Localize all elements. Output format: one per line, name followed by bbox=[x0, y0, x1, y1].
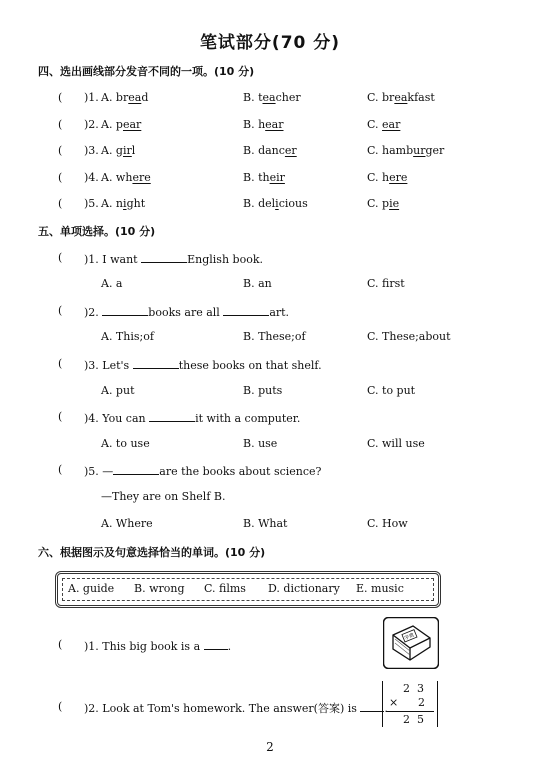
answer-paren: ( bbox=[58, 304, 63, 317]
word-bank-item: C. films bbox=[204, 582, 246, 595]
calc-result: 2 5 bbox=[403, 713, 424, 726]
option-a: A. a bbox=[101, 277, 123, 290]
underlined-letters: ea bbox=[128, 91, 142, 104]
option-a: A. to use bbox=[101, 437, 150, 450]
option-c bbox=[367, 144, 444, 157]
word-part: A. br bbox=[101, 91, 129, 104]
question-5-5: )5. — are the books about science? bbox=[84, 465, 322, 478]
word-part: ger bbox=[425, 144, 445, 157]
answer-paren: ( bbox=[58, 638, 63, 651]
option-c: C. to put bbox=[367, 384, 416, 397]
word-bank-item: B. wrong bbox=[134, 582, 185, 595]
word-part: C. h bbox=[367, 171, 390, 184]
answer-paren: ( bbox=[58, 251, 63, 264]
page-title: 笔试部分(70 分) bbox=[199, 33, 341, 53]
option-a: A. This;of bbox=[101, 330, 154, 343]
answer-paren: ( bbox=[58, 118, 63, 131]
word-part: A. g bbox=[101, 144, 123, 157]
answer-paren: ( bbox=[58, 700, 63, 713]
option-b: B. These;of bbox=[243, 330, 306, 343]
option-b bbox=[243, 197, 308, 210]
multiplication-picture bbox=[382, 681, 438, 727]
option-a: A. Where bbox=[101, 517, 153, 530]
option-c bbox=[367, 91, 435, 104]
answer-paren: ( bbox=[58, 410, 63, 423]
question-5-3: )3. Let's these books on that shelf. bbox=[84, 359, 322, 372]
option-a bbox=[101, 91, 148, 104]
question-6-2: )2. Look at Tom's homework. The answer(答案) is . bbox=[84, 702, 388, 715]
underlined-letters: i bbox=[275, 197, 279, 210]
option-a: A. put bbox=[101, 384, 135, 397]
question-5-5-reply: —They are on Shelf B. bbox=[101, 490, 226, 503]
option-a bbox=[101, 171, 151, 184]
underlined-letters: ear bbox=[265, 118, 284, 131]
word-part: B. danc bbox=[243, 144, 285, 157]
question-4-num: )5. bbox=[84, 197, 99, 210]
answer-paren: ( bbox=[58, 463, 63, 476]
underlined-letters: ear bbox=[382, 118, 401, 131]
answer-paren: ( bbox=[58, 357, 63, 370]
question-5-4: )4. You can it with a computer. bbox=[84, 412, 301, 425]
option-b bbox=[243, 144, 297, 157]
option-a bbox=[101, 118, 141, 131]
word-part: C. br bbox=[367, 91, 395, 104]
word-part: C. hamb bbox=[367, 144, 414, 157]
option-c bbox=[367, 118, 400, 131]
dictionary-book-picture bbox=[383, 617, 439, 669]
word-part: C. p bbox=[367, 197, 390, 210]
calc-mid: 2 bbox=[418, 696, 425, 709]
word-part: B. th bbox=[243, 171, 270, 184]
section-4-heading: 四、选出画线部分发音不同的一项。(10 分) bbox=[38, 65, 255, 78]
word-part: ght bbox=[126, 197, 146, 210]
option-b bbox=[243, 91, 301, 104]
question-4-num: )4. bbox=[84, 171, 99, 184]
answer-paren: ( bbox=[58, 197, 63, 210]
underlined-letters: ere bbox=[132, 171, 151, 184]
option-c: C. These;about bbox=[367, 330, 451, 343]
word-part: d bbox=[141, 91, 149, 104]
underlined-letters: er bbox=[284, 144, 297, 157]
option-c: C. How bbox=[367, 517, 408, 530]
option-b: B. puts bbox=[243, 384, 283, 397]
question-5-1: )1. I want English book. bbox=[84, 253, 263, 266]
section-5-heading: 五、单项选择。(10 分) bbox=[38, 225, 156, 238]
option-c bbox=[367, 171, 407, 184]
underlined-letters: ear bbox=[122, 118, 142, 131]
underlined-letters: ir bbox=[122, 144, 132, 157]
word-part: kfast bbox=[407, 91, 435, 104]
option-b: B. use bbox=[243, 437, 278, 450]
book-label: 字典 bbox=[403, 632, 416, 642]
answer-paren: ( bbox=[58, 91, 63, 104]
word-bank-item: E. music bbox=[356, 582, 404, 595]
word-part: cious bbox=[278, 197, 308, 210]
underlined-letters: ea bbox=[394, 91, 408, 104]
question-6-1: )1. This big book is a . bbox=[84, 640, 232, 653]
option-c bbox=[367, 197, 399, 210]
option-a bbox=[101, 144, 135, 157]
word-part: B. h bbox=[243, 118, 266, 131]
option-c: C. first bbox=[367, 277, 405, 290]
option-b: B. an bbox=[243, 277, 272, 290]
word-part: A. n bbox=[101, 197, 124, 210]
word-part: A. p bbox=[101, 118, 123, 131]
option-a bbox=[101, 197, 145, 210]
underlined-letters: ie bbox=[389, 197, 400, 210]
underlined-letters: i bbox=[123, 197, 127, 210]
word-part: C. bbox=[367, 118, 383, 131]
underlined-letters: ur bbox=[413, 144, 426, 157]
question-5-2: )2. books are all art. bbox=[84, 306, 290, 319]
underlined-letters: ea bbox=[262, 91, 276, 104]
option-c: C. will use bbox=[367, 437, 425, 450]
underlined-letters: eir bbox=[269, 171, 285, 184]
answer-paren: ( bbox=[58, 144, 63, 157]
word-part: B. del bbox=[243, 197, 276, 210]
word-part: B. t bbox=[243, 91, 263, 104]
word-part: l bbox=[131, 144, 136, 157]
question-4-num: )1. bbox=[84, 91, 99, 104]
word-bank-item: A. guide bbox=[68, 582, 115, 595]
word-part: cher bbox=[275, 91, 301, 104]
section-6-heading: 六、根据图示及句意选择恰当的单词。(10 分) bbox=[38, 546, 266, 559]
option-b bbox=[243, 171, 285, 184]
question-4-num: )3. bbox=[84, 144, 99, 157]
question-4-num: )2. bbox=[84, 118, 99, 131]
page-number: 2 bbox=[266, 740, 274, 754]
word-bank-item: D. dictionary bbox=[268, 582, 340, 595]
underlined-letters: ere bbox=[389, 171, 408, 184]
answer-paren: ( bbox=[58, 171, 63, 184]
option-b: B. What bbox=[243, 517, 288, 530]
times-sign: × bbox=[389, 696, 399, 709]
calc-top: 2 3 bbox=[403, 682, 424, 695]
option-b bbox=[243, 118, 284, 131]
word-part: A. wh bbox=[101, 171, 133, 184]
